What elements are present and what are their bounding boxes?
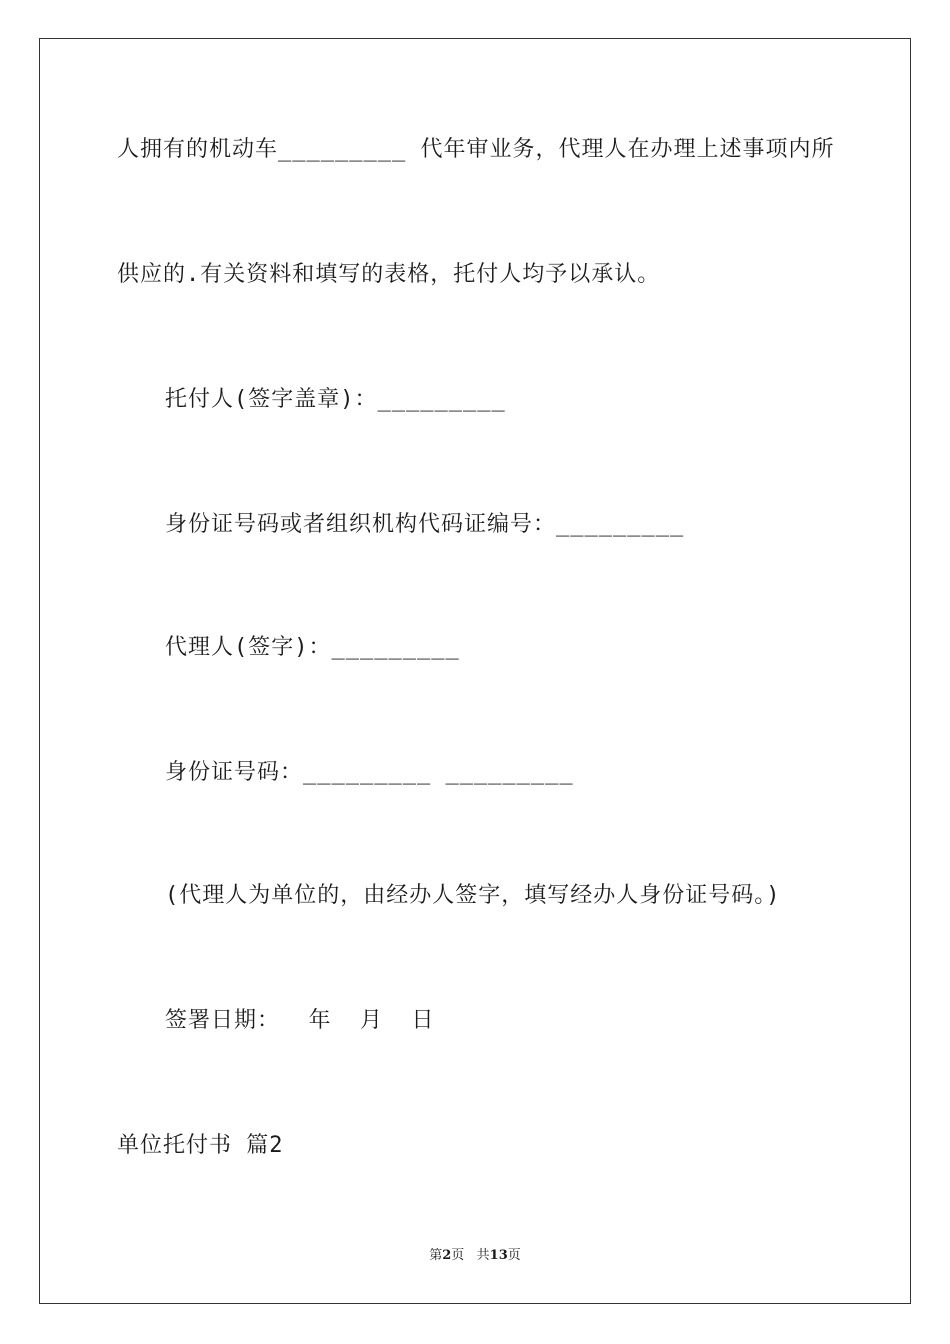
body-line-1: 人拥有的机动车_________ 代年审业务，代理人在办理上述事项内所 [117,137,835,162]
principal-signature-line: 托付人(签字盖章)：_________ [165,387,506,412]
footer-prefix: 第 [429,1248,443,1263]
principal-id-line: 身份证号码或者组织机构代码证编号：_________ [165,512,685,537]
sign-date-line: 签署日期： 年 月 日 [165,1008,435,1033]
agent-id-line: 身份证号码：_________ _________ [165,760,574,785]
agent-signature-line: 代理人(签字)：_________ [165,635,460,660]
page-footer [0,1247,950,1265]
body-line-2: 供应的.有关资料和填写的表格，托付人均予以承认。 [117,262,661,287]
footer-current-page: 2 [442,1248,452,1263]
agent-note-line: (代理人为单位的，由经办人签字，填写经办人身份证号码。) [165,883,781,908]
footer-total-pages: 13 [489,1248,508,1263]
footer-mid: 页 共 [451,1248,490,1263]
footer-suffix: 页 [507,1248,521,1263]
section-heading: 单位托付书 篇2 [117,1133,284,1158]
page-frame [39,38,911,1304]
